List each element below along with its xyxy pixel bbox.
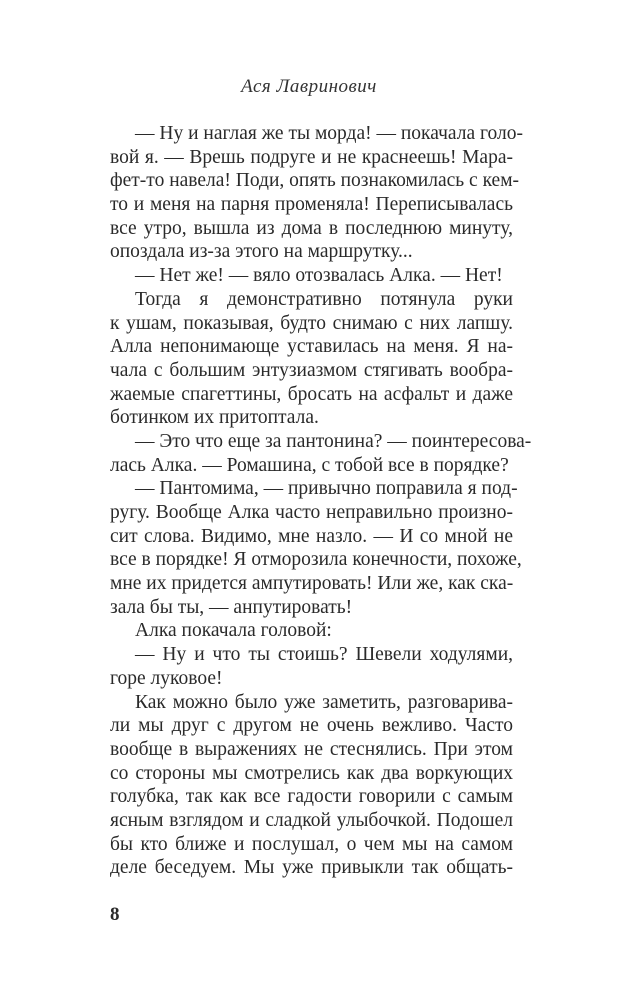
text-line: бы кто ближе и послушал, о чем мы на самом xyxy=(110,833,513,855)
running-header-author: Ася Лавринович xyxy=(241,76,377,97)
text-line: ругу. Вообще Алка часто неправильно произно- xyxy=(110,502,513,523)
text-line: — Нет же! — вяло отозвалась Алка. — Нет! xyxy=(135,265,503,287)
text-line: ботинком их притоптала. xyxy=(110,407,319,429)
text-line: все в порядке! Я отморозила конечности, похоже, xyxy=(110,549,522,571)
text-line: Алла непонимающе уставилась на меня. Я на- xyxy=(110,336,513,358)
text-line: — Ну и что ты стоишь? Шевели ходулями, xyxy=(135,644,513,666)
text-line: опоздала из-за этого на маршрутку... xyxy=(110,241,413,263)
text-line: Как можно было уже заметить, разговарива- xyxy=(135,691,513,713)
text-line: все утро, вышла из дома в последнюю минуту, xyxy=(110,217,513,239)
text-line: фет-то навела! Поди, опять познакомилась с кем- xyxy=(110,170,520,192)
text-line: вообще в выражениях не стеснялись. При этом xyxy=(110,738,513,760)
text-line: к ушам, показывая, будто снимаю с них лапшу. xyxy=(110,312,513,334)
text-line: сит слова. Видимо, мне назло. — И со мной не xyxy=(110,525,513,547)
text-line: лась Алка. — Ромашина, с тобой все в порядке? xyxy=(110,454,509,476)
text-line: — Это что еще за пантонина? — поинтересова- xyxy=(135,430,532,452)
page-body-text xyxy=(110,122,532,880)
text-line: чала с большим энтузиазмом стягивать вообра- xyxy=(110,359,513,381)
text-line: вой я. — Врешь подруге и не краснеешь! Мара- xyxy=(110,146,513,168)
text-line: жаемые спагеттины, бросать на асфальт и даже xyxy=(110,383,513,405)
text-line: зала бы ты, — анпутировать! xyxy=(110,596,353,618)
text-line: со стороны мы смотрелись как два воркующих xyxy=(110,762,513,784)
text-line: ли мы друг с другом не очень вежливо. Часто xyxy=(110,715,513,737)
text-line: горе луковое! xyxy=(110,667,223,689)
text-line: деле беседуем. Мы уже привыкли так общать- xyxy=(110,857,513,879)
text-line: мне их придется ампутировать! Или же, как ска- xyxy=(110,573,514,595)
text-line: Алка покачала головой: xyxy=(135,620,332,642)
text-line: то и меня на парня променяла! Переписывалась xyxy=(110,194,513,216)
text-line: — Ну и наглая же ты морда! — покачала голо- xyxy=(135,123,523,144)
text-line: — Пантомима, — привычно поправила я под- xyxy=(135,478,518,500)
page-number: 8 xyxy=(110,904,120,925)
text-line: голубка, так как все гадости говорили с самым xyxy=(110,786,513,808)
text-line: ясным взглядом и сладкой улыбочкой. Подошел xyxy=(110,809,513,831)
text-line: Тогда я демонстративно потянула руки xyxy=(135,288,513,310)
